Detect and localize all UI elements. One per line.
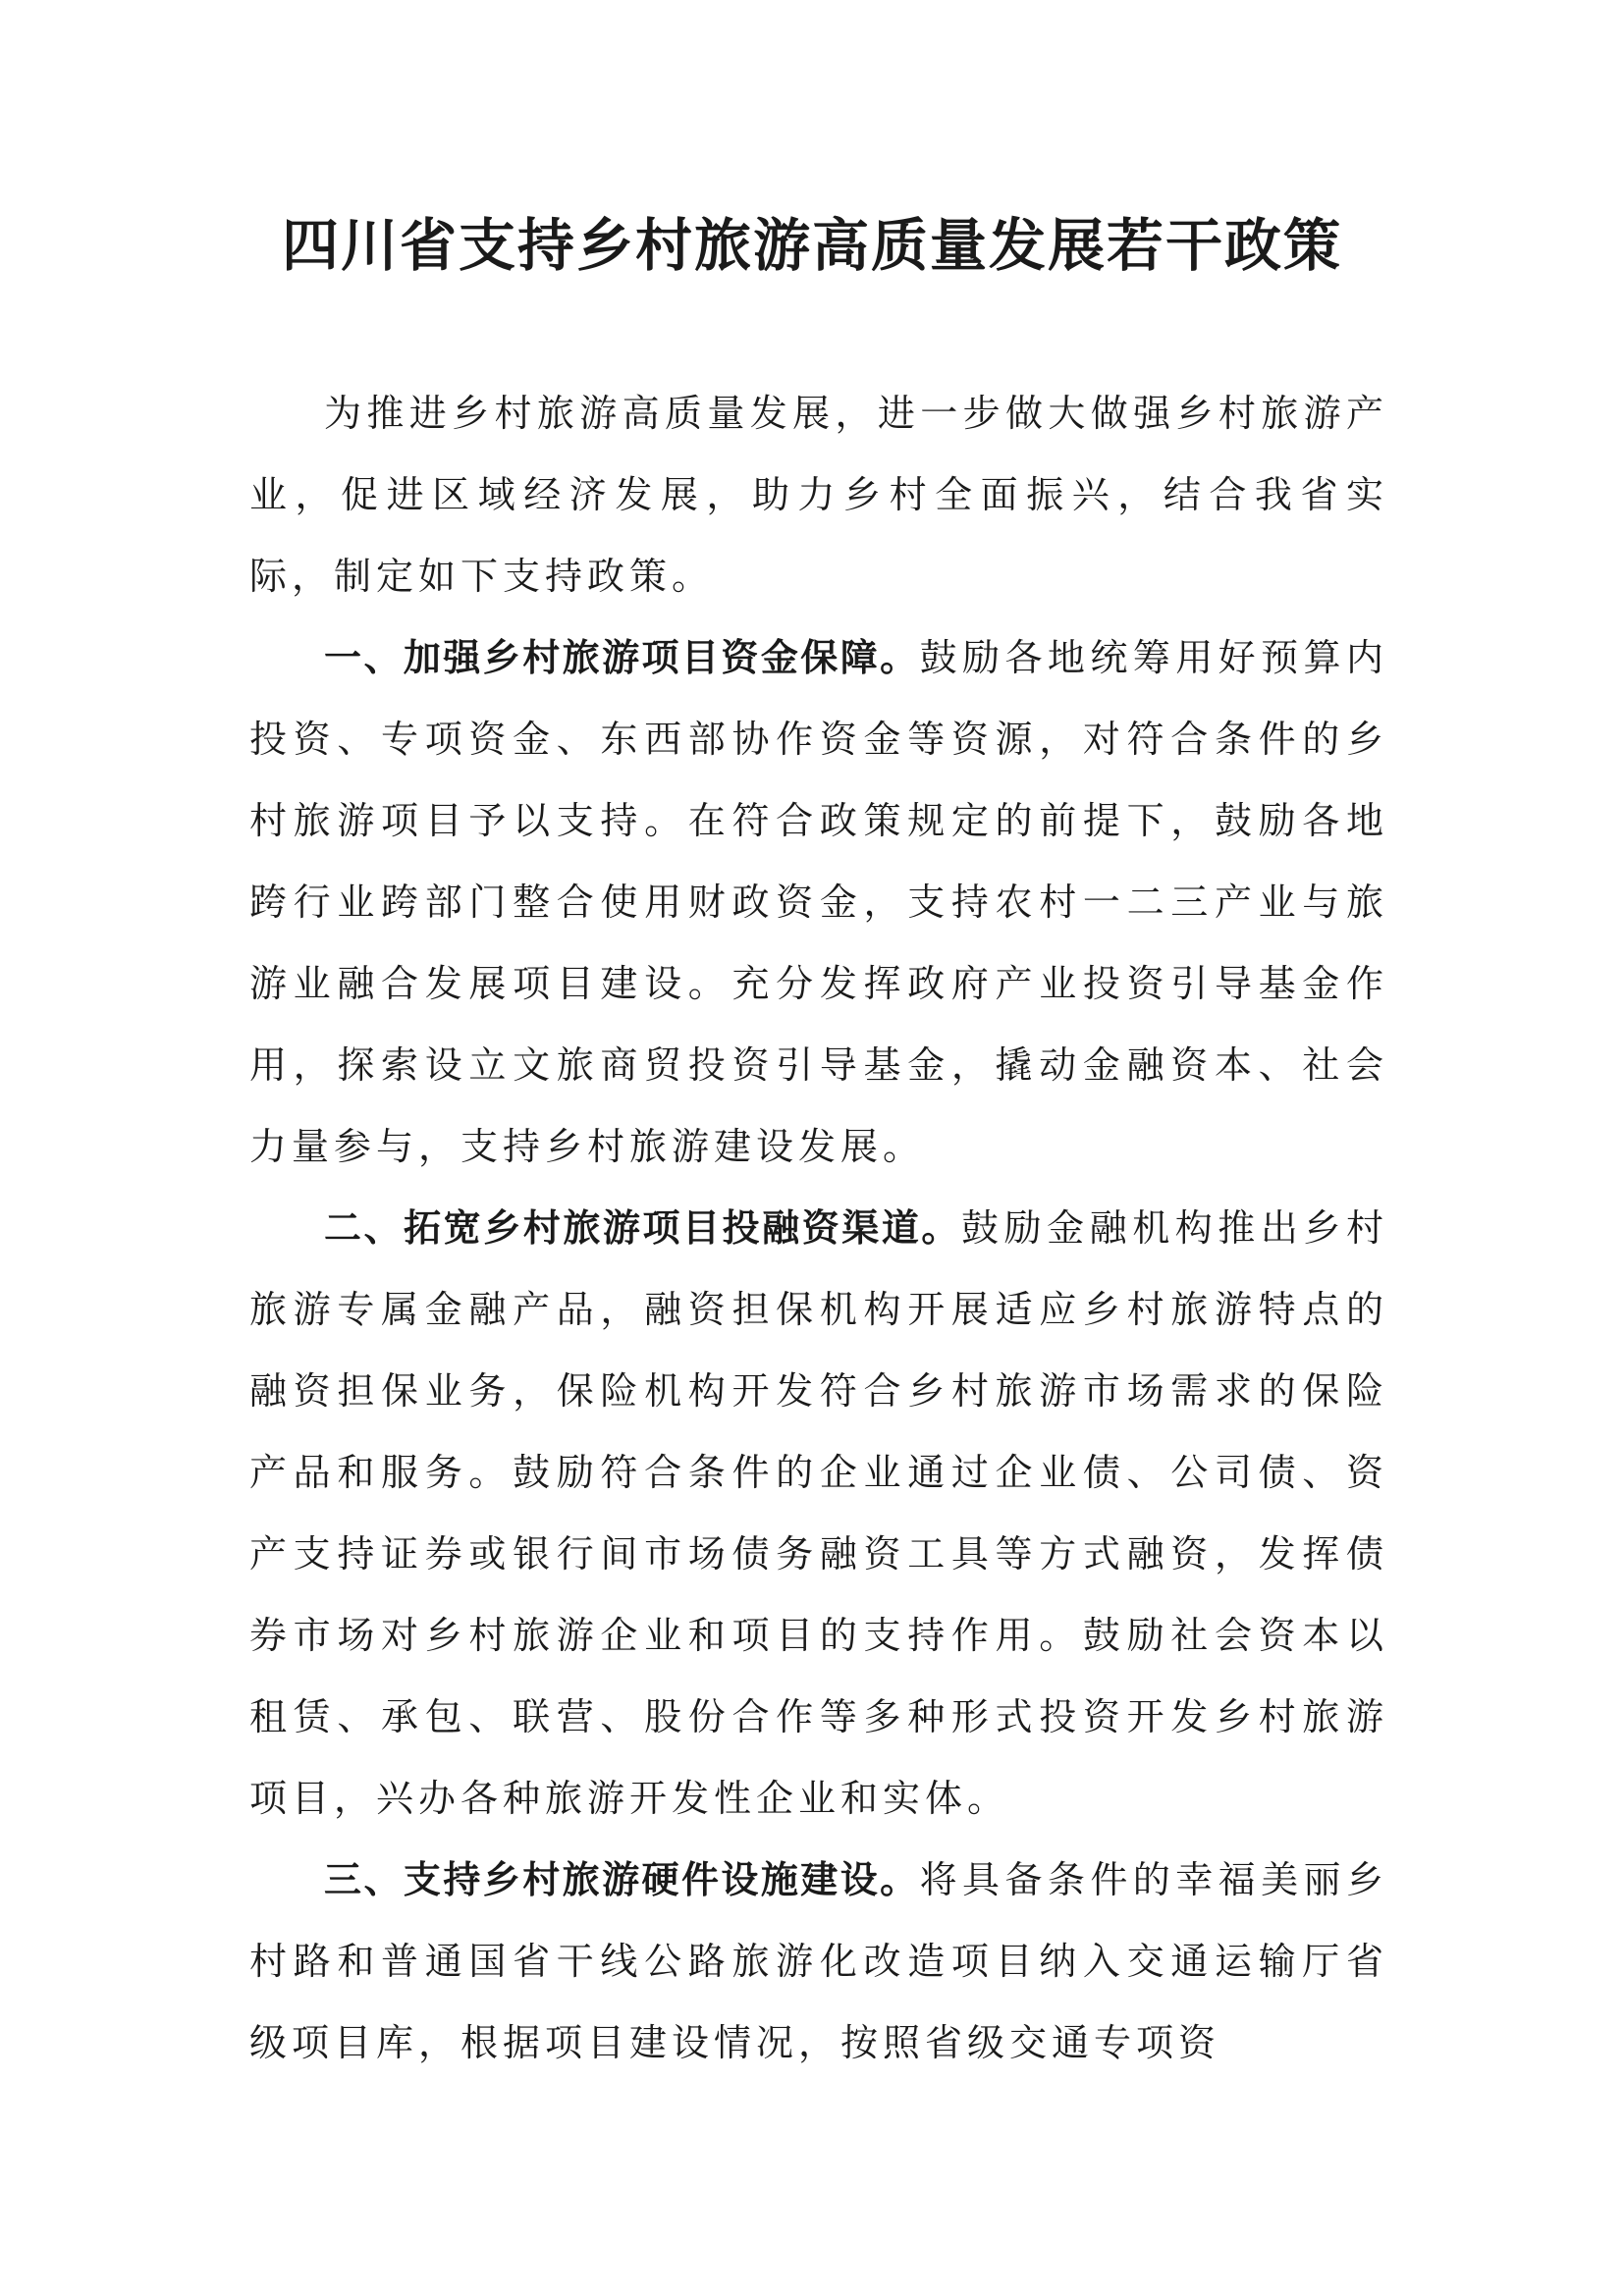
section-1-body: 鼓励各地统筹用好预算内投资、专项资金、东西部协作资金等资源，对符合条件的乡村旅游项目予以支持。在符合政策规定的前提下，鼓励各地跨行业跨部门整合使用财政资金，支持农村一二三产业与旅游业融合发展项目建设。充分发挥政府产业投资引导基金作用，探索设立文旅商贸投资引导基金，撬动金融资本、社会力量参与，支持乡村旅游建设发展。: [249, 636, 1388, 1168]
section-3-heading: 三、支持乡村旅游硬件设施建设。: [324, 1858, 920, 1901]
section-3-body: 将具备条件的幸福美丽乡村路和普通国省干线公路旅游化改造项目纳入交通运输厅省级项目库，根据项目建设情况，按照省级交通专项资: [249, 1858, 1388, 2064]
document-body: [249, 373, 1388, 2084]
section-2-paragraph: [249, 1188, 1388, 1840]
section-1-paragraph: [249, 617, 1388, 1188]
section-1-heading: 一、加强乡村旅游项目资金保障。: [324, 636, 920, 679]
section-2-body: 鼓励金融机构推出乡村旅游专属金融产品，融资担保机构开展适应乡村旅游特点的融资担保业务，保险机构开发符合乡村旅游市场需求的保险产品和服务。鼓励符合条件的企业通过企业债、公司债、资产支持证券或银行间市场债务融资工具等方式融资，发挥债券市场对乡村旅游企业和项目的支持作用。鼓励社会资本以租赁、承包、联营、股份合作等多种形式投资开发乡村旅游项目，兴办各种旅游开发性企业和实体。: [249, 1206, 1388, 1820]
intro-paragraph: 为推进乡村旅游高质量发展，进一步做大做强乡村旅游产业，促进区域经济发展，助力乡村全面振兴，结合我省实际，制定如下支持政策。: [249, 392, 1388, 598]
section-3-paragraph: [249, 1840, 1388, 2084]
page-title: 四川省支持乡村旅游高质量发展若干政策: [281, 212, 1342, 279]
section-2-heading: 二、拓宽乡村旅游项目投融资渠道。: [324, 1206, 961, 1250]
